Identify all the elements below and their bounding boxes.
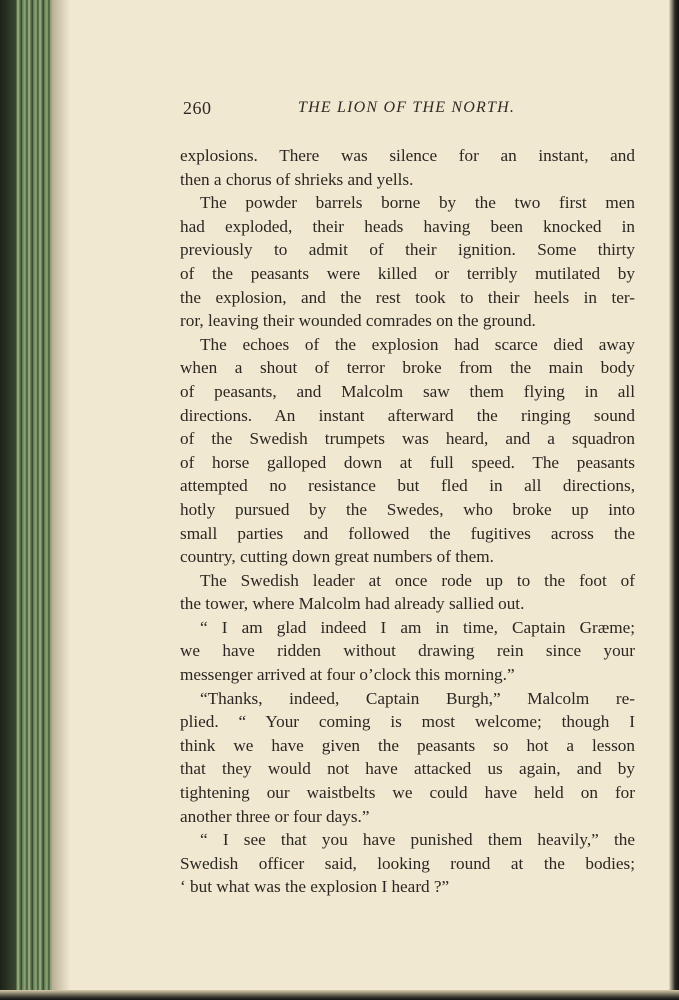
text-line: think we have given the peasants so hot a lesson	[180, 735, 635, 755]
text-line: another three or four days.”	[180, 806, 370, 826]
text-line: of peasants, and Malcolm saw them flying in all	[180, 381, 635, 401]
page-right-edge	[669, 0, 679, 1000]
text-line: explosions. There was silence for an instant, and	[180, 146, 635, 165]
text-line: of the Swedish trumpets was heard, and a squadron	[180, 429, 635, 449]
page-number: 260	[183, 98, 212, 118]
text-line: that they would not have attacked us again, and by	[180, 759, 635, 779]
text-line: plied. “ Your coming is most welcome; though I	[180, 712, 635, 732]
page-header	[183, 98, 635, 120]
text-line: attempted no resistance but fled in all directions,	[180, 476, 635, 496]
text-line: small parties and followed the fugitives across the	[180, 523, 635, 543]
text-line: messenger arrived at four o’clock this morning.”	[180, 665, 515, 685]
text-line: the explosion, and the rest took to their heels in ter-	[180, 287, 635, 307]
text-line: The echoes of the explosion had scarce died away	[200, 334, 635, 354]
text-line: of horse galloped down at full speed. The peasants	[180, 452, 635, 472]
text-line: The Swedish leader at once rode up to the foot of	[200, 570, 635, 590]
text-line: “ I see that you have punished them heavily,” the	[200, 830, 635, 850]
text-line: ‘ but what was the explosion I heard ?”	[180, 877, 450, 897]
text-line: the tower, where Malcolm had already sallied out.	[180, 594, 525, 614]
text-line: when a shout of terror broke from the main body	[180, 358, 635, 378]
text-line: ror, leaving their wounded comrades on the ground.	[180, 311, 536, 331]
binding-shadow	[0, 0, 16, 1000]
text-line: previously to admit of their ignition. Some thirty	[180, 240, 635, 260]
text-line: The powder barrels borne by the two first men	[200, 193, 635, 213]
text-line: “ I am glad indeed I am in time, Captain Græme;	[200, 617, 635, 637]
text-line: country, cutting down great numbers of them.	[180, 547, 494, 567]
text-line: then a chorus of shrieks and yells.	[180, 169, 414, 189]
body-text	[180, 144, 635, 899]
text-line: directions. An instant afterward the ringing sound	[180, 405, 635, 425]
text-line: Swedish officer said, looking round at the bodies;	[180, 853, 635, 873]
text-line: we have ridden without drawing rein since your	[180, 641, 635, 661]
page-bottom-edge	[0, 990, 679, 1000]
text-line: had exploded, their heads having been knocked in	[180, 216, 635, 236]
text-line: hotly pursued by the Swedes, who broke up into	[180, 499, 635, 519]
text-line: “Thanks, indeed, Captain Burgh,” Malcolm re-	[200, 688, 635, 708]
text-line: tightening our waistbelts we could have held on for	[180, 783, 635, 803]
text-line: of the peasants were killed or terribly mutilated by	[180, 263, 635, 283]
gutter-shadow	[52, 0, 70, 1000]
running-head: THE LION OF THE NORTH.	[298, 99, 516, 116]
